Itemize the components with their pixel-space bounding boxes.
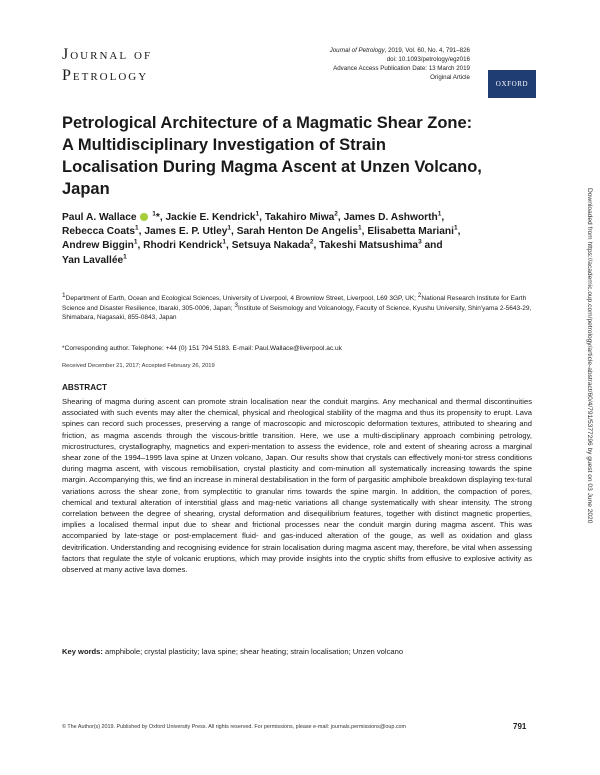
author-affiliation-marker: 1	[152, 210, 156, 218]
affiliation-text: National Research Institute for Earth Science and Disaster Resilience, Ibaraki, 305-0006, Japan;	[62, 295, 527, 312]
citation-journal: Journal of Petrology	[329, 47, 385, 54]
author-affiliation-marker: 1	[453, 224, 458, 232]
download-notice: Downloaded from https://academic.oup.com/petrology/article-abstract/60/4/791/5377296 by guest on 03 June 2020	[586, 188, 593, 524]
author-name: Andrew Biggin	[62, 240, 134, 252]
keywords-label: Key words:	[62, 647, 103, 656]
author-name: Elisabetta Mariani	[367, 226, 454, 238]
article-title: Petrological Architecture of a Magmatic Shear Zone: A Multidisciplinary Investigation of Strain Localisation During Magma Ascent at Unzen Volcano, Japan	[62, 114, 482, 198]
author-separator: ,	[226, 240, 232, 252]
journal-name-line2: Petrology	[62, 67, 149, 84]
page-number: 791	[513, 722, 527, 731]
affiliation-number: 2	[417, 291, 422, 299]
author-name: Sarah Henton De Angelis	[236, 226, 359, 238]
author-separator: ,	[231, 226, 237, 238]
received-accepted-dates: Received December 21, 2017; Accepted February 26, 2019	[62, 363, 215, 369]
affiliations	[62, 291, 532, 323]
author-affiliation-marker: 2	[309, 239, 314, 247]
affiliation-text: Department of Earth, Ocean and Ecological Sciences, University of Liverpool, 4 Brownlow Street, Liverpool, L69 3GP, UK;	[65, 295, 418, 302]
article-header-meta	[250, 46, 470, 82]
author-affiliation-marker: 1	[133, 239, 138, 247]
author-separator: ,	[137, 240, 144, 252]
corresponding-marker: *	[155, 212, 160, 223]
journal-logo	[62, 44, 182, 86]
author-name: Takeshi Matsushima	[319, 240, 419, 252]
author-affiliation-marker: 1	[222, 239, 227, 247]
author-affiliation-marker: 1	[437, 210, 442, 218]
doi[interactable]: doi: 10.1093/petrology/egz016	[386, 56, 470, 63]
author-name: James E. P. Utley	[144, 226, 228, 238]
author-name: Setsuya Nakada	[231, 240, 310, 252]
author-name: Rhodri Kendrick	[143, 240, 223, 252]
author-separator: ,	[457, 226, 461, 238]
publisher-logo: OXFORD	[488, 70, 536, 98]
author-affiliation-marker: 2	[334, 210, 338, 218]
author-name: Takahiro Miwa	[264, 212, 335, 223]
copyright-notice: © The Author(s) 2019. Published by Oxford University Press. All rights reserved. For permissions, please e-mail: journals.permissions@oup.com	[62, 724, 407, 730]
author-affiliation-marker: 1	[135, 224, 139, 232]
article-type: Original Article	[430, 74, 470, 81]
affiliation-number: 3	[234, 301, 238, 309]
author-name: Rebecca Coats	[62, 226, 136, 238]
author-separator: and	[421, 240, 443, 252]
author-separator: ,	[259, 212, 265, 223]
abstract-body: Shearing of magma during ascent can promote strain localisation near the conduit margins. Any mechanical and thermal discontinuities associated with such events may alter the chemical, physical and rheological stability of the magma and thus its propensity to erupt. Lava spines can record such processes, preserving a range of macroscopic and microscopic deformation textures, attributed to shearing and friction, as magma ascends through the viscous-brittle transition. Here, we use a multi-disciplinary approach combining petrology, microstructures, crystallography, magnetics and experi-mentation to assess the evidence, role and extent of shearing across a marginal shear zone of the 1994–1995 lava spine at Unzen volcano, Japan. Our results show that crystals can effectively moni-tor stress conditions during magma ascent, with viscous remobilisation, crystal plasticity and com-minution all systematically increasing towards the spine margin. Accompanying this, we find an increase in mineral destabilisation in the form of pargasitic amphibole breakdown displaying tex-tural variations across the shear zone, from symplectitic to granular rims towards the spine margin. In addition, the compaction of pores, chemical and textural alteration of interstitial glass and mag-netic variations all change systematically with shear intensity. The strong correlation between the degree of shearing, crystal deformation and disequilibrium features, together with distinct magnetic properties, implies a localised thermal input due to shear and frictional processes near the conduit margin during magma ascent. This was accompanied by late-stage or post-emplacement fluid- and gas-induced alteration of the gouge, as well as oxidation and glass devitrification. Understanding and recognising evidence for strain localisation during magma ascent may, therefore, be vital when assessing factors that regulate the style of volcanic eruptions, which may provide insights into the cryptic shifts from effusive to explosive activity as observed at many active lava domes.	[62, 397, 532, 575]
author-affiliation-marker: 1	[227, 224, 232, 232]
advance-access-date: Advance Access Publication Date: 13 March 2019	[333, 65, 470, 72]
author-separator: ,	[337, 212, 344, 223]
author-name: Jackie E. Kendrick	[165, 212, 256, 223]
author-separator: ,	[441, 212, 445, 223]
corresponding-author: *Corresponding author. Telephone: +44 (0) 151 794 5183. E-mail: Paul.Wallace@liverpool.ac.uk	[62, 345, 342, 352]
keywords	[62, 646, 532, 657]
author-separator: ,	[313, 240, 320, 252]
affiliation-number: 1	[62, 291, 66, 299]
author-list	[62, 211, 462, 268]
author-separator: ,	[159, 212, 166, 223]
affiliation-text: Institute of Seismology and Volcanology, Faculty of Science, Kyushu University, Shin'yama 2-5643-29, Shimabara, Nagasaki, 855-0843, Japan	[62, 304, 532, 322]
author-name: Yan Lavallée	[62, 254, 124, 266]
orcid-icon[interactable]	[140, 213, 148, 221]
author-affiliation-marker: 1	[255, 210, 260, 218]
author-separator: ,	[361, 226, 368, 238]
citation-volume: , 2019, Vol. 60, No. 4, 791–826	[384, 47, 470, 54]
author-name: Paul A. Wallace	[62, 212, 137, 223]
keywords-list: amphibole; crystal plasticity; lava spine; shear heating; strain localisation; Unzen volcano	[102, 647, 404, 656]
author-affiliation-marker: 3	[418, 239, 422, 247]
citation-line	[250, 46, 470, 55]
journal-name-line1: Journal of	[62, 46, 153, 63]
author-affiliation-marker: 1	[123, 253, 127, 261]
author-name: James D. Ashworth	[343, 212, 438, 223]
author-separator: ,	[138, 226, 145, 238]
abstract-heading: ABSTRACT	[62, 383, 108, 392]
author-affiliation-marker: 1	[358, 224, 362, 232]
